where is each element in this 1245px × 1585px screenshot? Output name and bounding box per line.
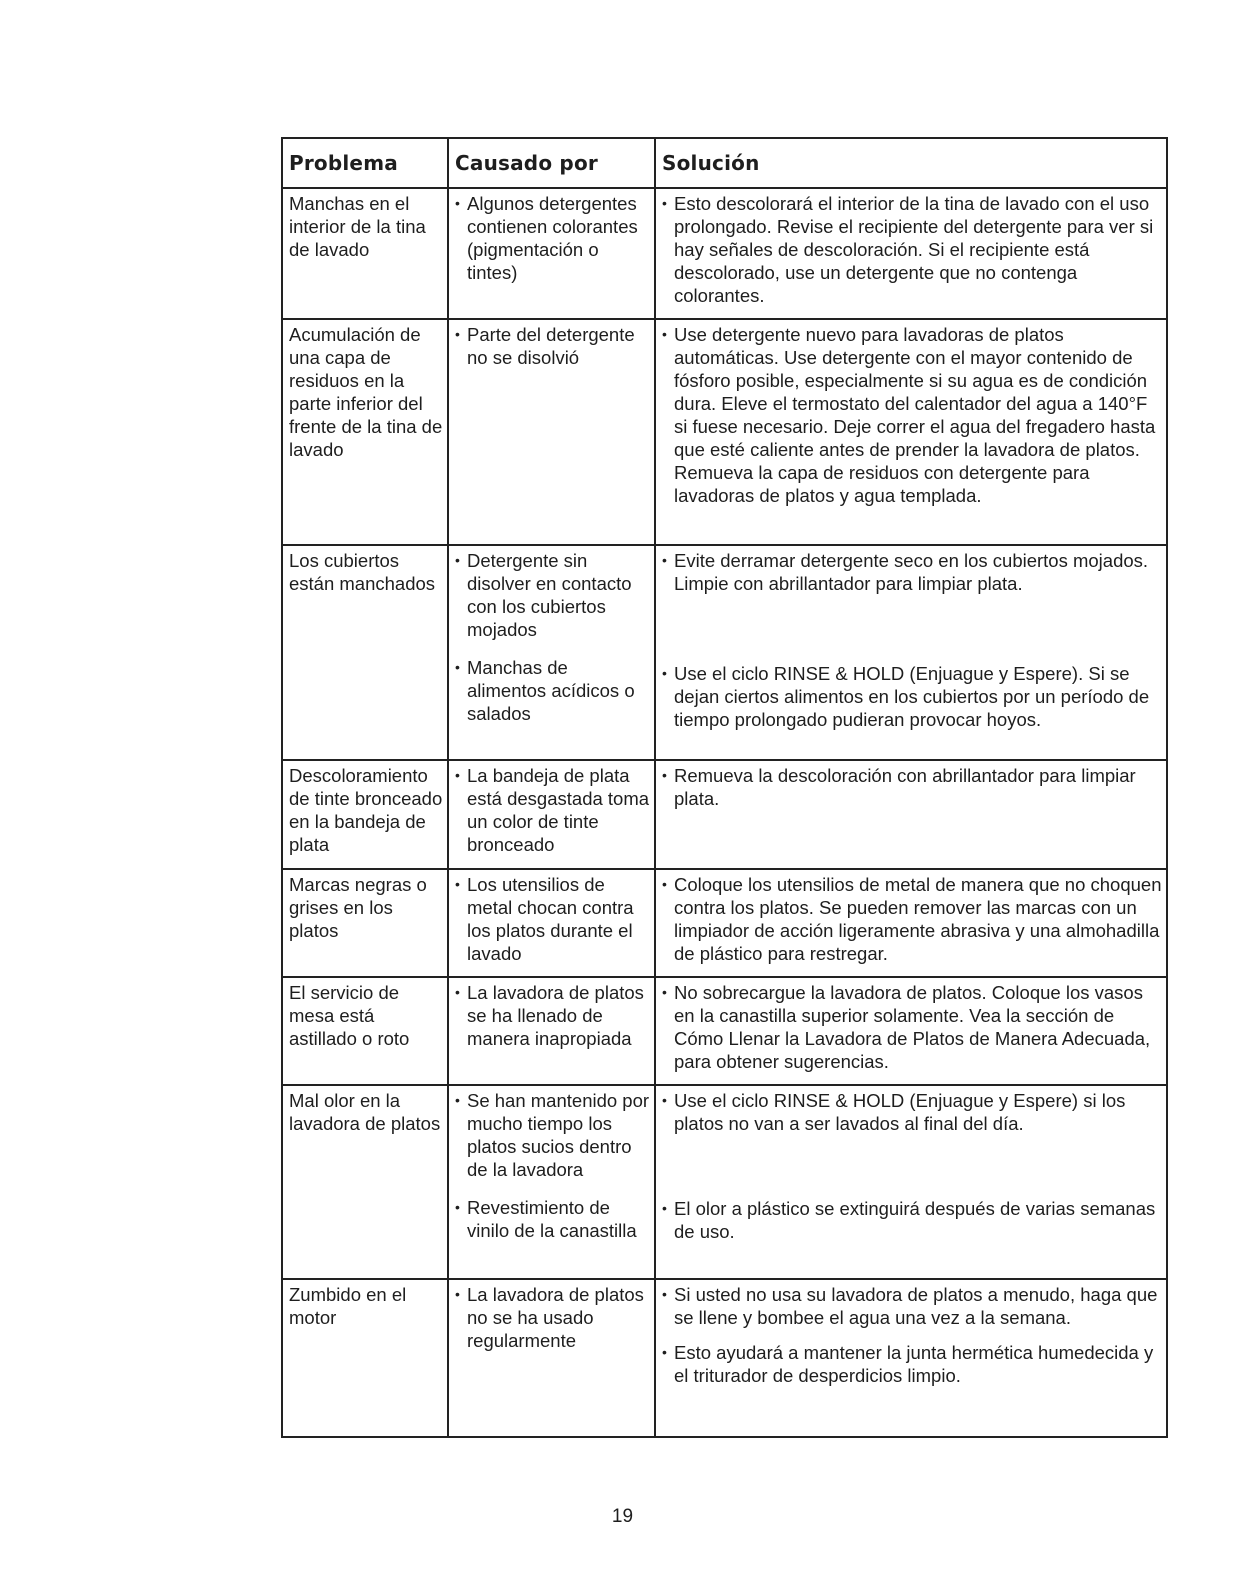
troubleshooting-table <box>281 137 1168 1438</box>
bullet-icon: • <box>662 1092 667 1108</box>
cause-cell <box>448 1085 655 1279</box>
solution-cell <box>655 977 1167 1085</box>
solution-cell <box>655 1085 1167 1279</box>
solution-item: • Remueva la descoloración con abrillantador para limpiar plata. <box>662 765 1136 809</box>
solution-cell <box>655 188 1167 319</box>
bullet-icon: • <box>662 1200 667 1216</box>
solution-item: • No sobrecargue la lavadora de platos. Coloque los vasos en la canastilla superior solamente. Vea la sección de Cómo Llenar la Lavadora de Platos de Manera Adecuada, para obtener sugerencias. <box>662 982 1151 1072</box>
problem-cell: Los cubiertos están manchados <box>282 545 448 760</box>
bullet-icon: • <box>455 1286 460 1302</box>
problem-cell: El servicio de mesa está astillado o roto <box>282 977 448 1085</box>
bullet-icon: • <box>455 1092 460 1108</box>
table-row <box>282 760 1167 869</box>
solution-item: • Evite derramar detergente seco en los cubiertos mojados. Limpie con abrillantador para limpiar plata. <box>662 550 1149 594</box>
problem-cell: Acumulación de una capa de residuos en la parte inferior del frente de la tina de lavado <box>282 319 448 545</box>
solution-item: • Esto ayudará a mantener la junta hermética humedecida y el triturador de desperdicios limpio. <box>662 1342 1154 1386</box>
cause-item: • La lavadora de platos no se ha usado regularmente <box>455 1284 644 1351</box>
table-row <box>282 319 1167 545</box>
cause-item: • Detergente sin disolver en contacto con los cubiertos mojados <box>455 550 632 640</box>
cause-item: • La bandeja de plata está desgastada toma un color de tinte bronceado <box>455 765 650 855</box>
cause-item: • Los utensilios de metal chocan contra los platos durante el lavado <box>455 874 634 964</box>
bullet-icon: • <box>455 659 460 675</box>
bullet-icon: • <box>662 1344 667 1360</box>
bullet-icon: • <box>455 326 460 342</box>
solution-item: • El olor a plástico se extinguirá después de varias semanas de uso. <box>662 1198 1156 1242</box>
cause-cell <box>448 977 655 1085</box>
cause-cell <box>448 188 655 319</box>
table-row <box>282 1279 1167 1437</box>
header-solucion: Solución <box>655 138 1167 188</box>
bullet-icon: • <box>662 876 667 892</box>
table-header-row <box>282 138 1167 188</box>
table-row <box>282 1085 1167 1279</box>
cause-cell <box>448 869 655 977</box>
cause-cell <box>448 319 655 545</box>
bullet-icon: • <box>455 767 460 783</box>
problem-cell: Marcas negras o grises en los platos <box>282 869 448 977</box>
problem-cell: Manchas en el interior de la tina de lavado <box>282 188 448 319</box>
table-row <box>282 977 1167 1085</box>
header-causado-por: Causado por <box>448 138 655 188</box>
bullet-icon: • <box>662 767 667 783</box>
solution-cell <box>655 1279 1167 1437</box>
bullet-icon: • <box>662 326 667 342</box>
bullet-icon: • <box>662 195 667 211</box>
solution-cell <box>655 319 1167 545</box>
solution-item: • Use detergente nuevo para lavadoras de platos automáticas. Use detergente con el mayor contenido de fósforo posible, especialmente si su agua es de condición dura. Eleve el termostato del calentador del agua a 140°F si fuese necesario. Deje correr el agua del fregadero hasta que esté caliente antes de prender la lavadora de platos. Remueva la capa de residuos con detergente para lavadoras de platos y agua templada. <box>662 324 1156 506</box>
solution-item: • Esto descolorará el interior de la tina de lavado con el uso prolongado. Revise el recipiente del detergente para ver si hay señales de descoloración. Si el recipiente está descolorado, use un detergente que no contenga colorantes. <box>662 193 1154 306</box>
cause-cell <box>448 1279 655 1437</box>
page-number: 19 <box>611 1506 634 1527</box>
header-problema: Problema <box>282 138 448 188</box>
solution-item: • Use el ciclo RINSE & HOLD (Enjuague y Espere). Si se dejan ciertos alimentos en los cubiertos por un período de tiempo prolongado pudieran provocar hoyos. <box>662 663 1150 730</box>
solution-item: • Use el ciclo RINSE & HOLD (Enjuague y Espere) si los platos no van a ser lavados al final del día. <box>662 1090 1126 1134</box>
bullet-icon: • <box>662 984 667 1000</box>
problem-cell: Descoloramiento de tinte bronceado en la bandeja de plata <box>282 760 448 869</box>
bullet-icon: • <box>455 195 460 211</box>
cause-cell <box>448 545 655 760</box>
cause-item: • La lavadora de platos se ha llenado de manera inapropiada <box>455 982 644 1049</box>
problem-cell: Zumbido en el motor <box>282 1279 448 1437</box>
solution-item: • Coloque los utensilios de metal de manera que no choquen contra los platos. Se pueden remover las marcas con un limpiador de acción ligeramente abrasiva y una almohadilla de plástico para restregar. <box>662 874 1162 964</box>
cause-cell <box>448 760 655 869</box>
bullet-icon: • <box>662 552 667 568</box>
table-row <box>282 188 1167 319</box>
bullet-icon: • <box>455 1199 460 1215</box>
problem-cell: Mal olor en la lavadora de platos <box>282 1085 448 1279</box>
cause-item: • Algunos detergentes contienen colorantes (pigmentación o tintes) <box>455 193 638 283</box>
cause-item: • Parte del detergente no se disolvió <box>455 324 635 368</box>
table-row <box>282 869 1167 977</box>
solution-item: • Si usted no usa su lavadora de platos a menudo, haga que se llene y bombee el agua una vez a la semana. <box>662 1284 1158 1328</box>
table-row <box>282 545 1167 760</box>
solution-cell <box>655 760 1167 869</box>
bullet-icon: • <box>662 1286 667 1302</box>
cause-item: • Manchas de alimentos acídicos o salados <box>455 657 635 724</box>
cause-item: • Revestimiento de vinilo de la canastilla <box>455 1197 637 1241</box>
cause-item: • Se han mantenido por mucho tiempo los platos sucios dentro de la lavadora <box>455 1090 650 1180</box>
bullet-icon: • <box>455 876 460 892</box>
solution-cell <box>655 545 1167 760</box>
bullet-icon: • <box>662 665 667 681</box>
bullet-icon: • <box>455 552 460 568</box>
bullet-icon: • <box>455 984 460 1000</box>
solution-cell <box>655 869 1167 977</box>
